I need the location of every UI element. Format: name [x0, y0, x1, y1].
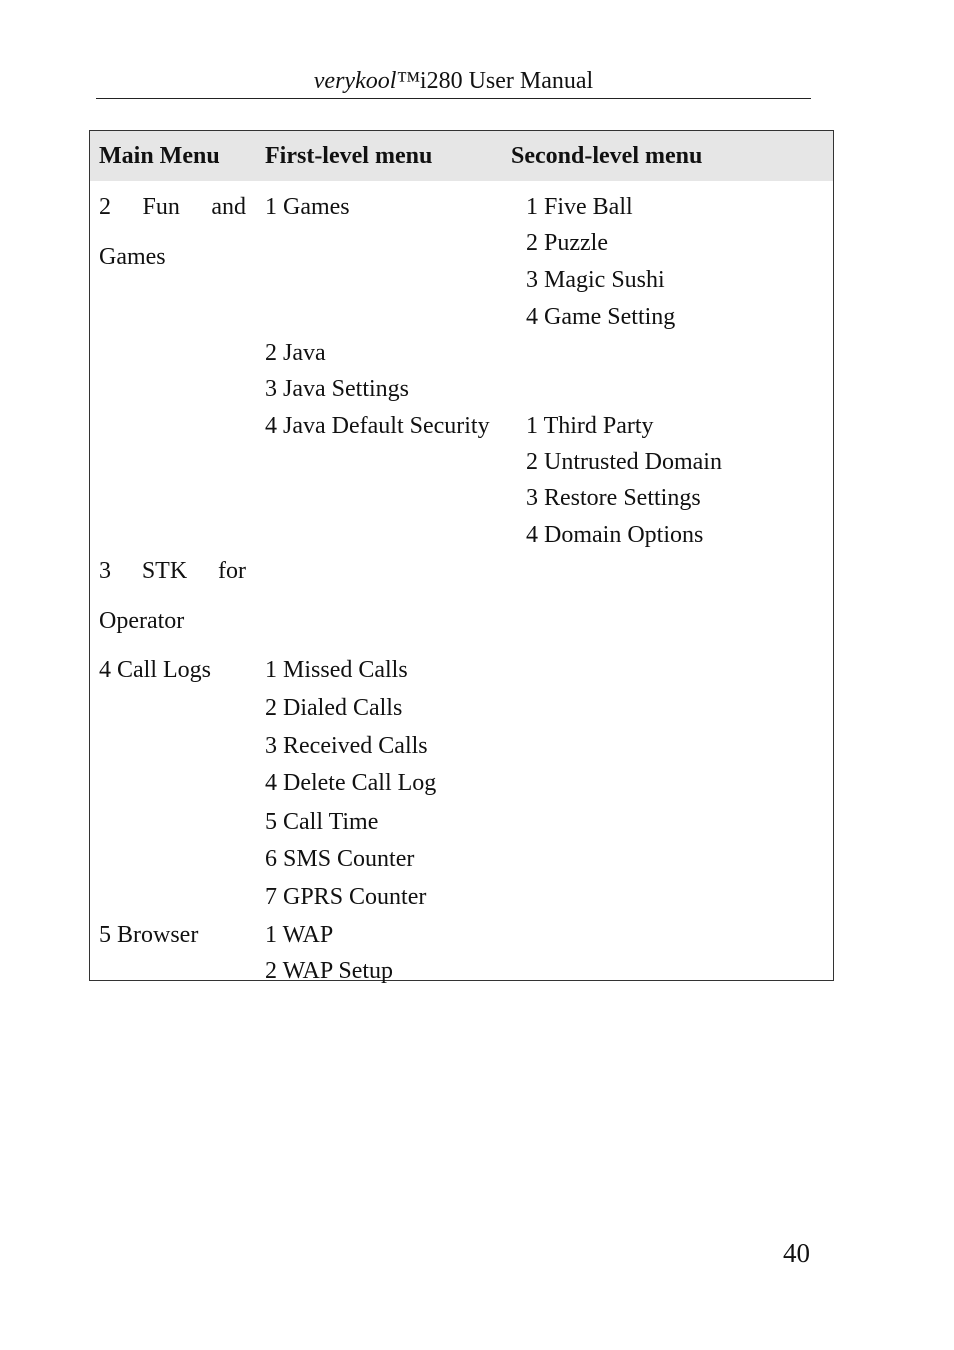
main-menu-fun-and-games — [99, 192, 246, 222]
first-level-games: 1 Games — [265, 194, 350, 220]
main-menu-browser: 5 Browser — [99, 922, 199, 948]
first-level-delete-call-log: 4 Delete Call Log — [265, 770, 437, 796]
second-level-restore-settings: 3 Restore Settings — [526, 485, 701, 511]
first-level-dialed-calls: 2 Dialed Calls — [265, 695, 403, 721]
main-menu-word: for — [218, 558, 246, 584]
main-menu-fun-and-games-line2: Games — [99, 244, 166, 270]
second-level-third-party: 1 Third Party — [526, 413, 654, 439]
main-menu-word: and — [211, 194, 246, 220]
table-header-row — [90, 131, 833, 181]
column-header-first-level: First-level menu — [265, 143, 433, 169]
first-level-java-default-security: 4 Java Default Security — [265, 413, 490, 439]
first-level-gprs-counter: 7 GPRS Counter — [265, 884, 427, 910]
brand-name: verykool™ — [313, 68, 420, 94]
second-level-untrusted-domain: 2 Untrusted Domain — [526, 449, 722, 475]
second-level-puzzle: 2 Puzzle — [526, 230, 608, 256]
header-divider — [96, 98, 811, 99]
menu-structure-table — [89, 130, 834, 984]
main-menu-word: STK — [141, 558, 188, 584]
manual-title: i280 User Manual — [419, 68, 594, 94]
second-level-magic-sushi: 3 Magic Sushi — [526, 267, 665, 293]
page-header — [96, 66, 811, 96]
first-level-call-time: 5 Call Time — [265, 809, 379, 835]
column-header-main-menu: Main Menu — [99, 143, 220, 169]
first-level-java: 2 Java — [265, 340, 326, 366]
main-menu-stk-for-operator — [99, 556, 246, 586]
column-header-second-level: Second-level menu — [511, 143, 703, 169]
main-menu-stk-for-operator-line2: Operator — [99, 608, 185, 634]
first-level-missed-calls: 1 Missed Calls — [265, 657, 408, 683]
main-menu-word: 2 — [99, 194, 111, 220]
main-menu-call-logs: 4 Call Logs — [99, 657, 211, 683]
first-level-received-calls: 3 Received Calls — [265, 733, 428, 759]
second-level-five-ball: 1 Five Ball — [526, 194, 633, 220]
main-menu-word: 3 — [99, 558, 111, 584]
second-level-domain-options: 4 Domain Options — [526, 522, 704, 548]
first-level-java-settings: 3 Java Settings — [265, 376, 409, 402]
page-number: 40 — [783, 1238, 810, 1268]
second-level-game-setting: 4 Game Setting — [526, 304, 676, 330]
first-level-wap: 1 WAP — [265, 922, 334, 948]
first-level-sms-counter: 6 SMS Counter — [265, 846, 415, 872]
main-menu-word: Fun — [142, 194, 180, 220]
first-level-wap-setup: 2 WAP Setup — [265, 958, 394, 984]
